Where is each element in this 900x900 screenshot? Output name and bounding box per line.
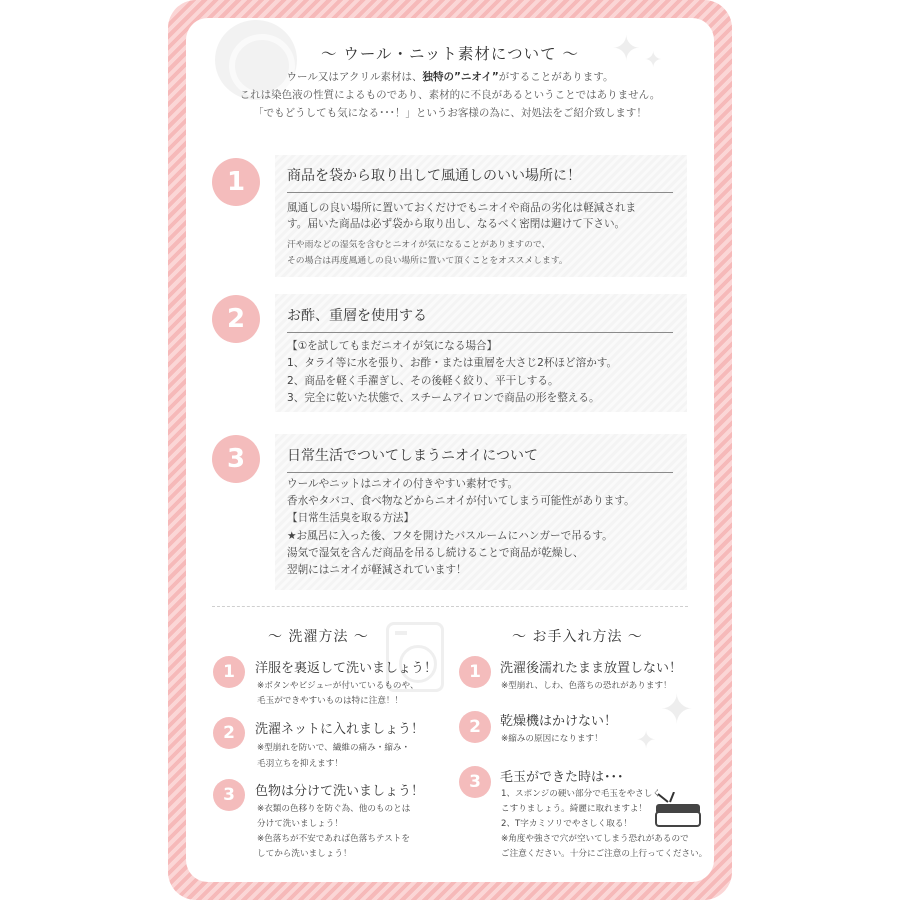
step-title-3: 日常生活でついてしまうニオイについて [287, 445, 673, 473]
sparkle-icon: ✦ [644, 48, 663, 73]
care-tip-note: 1、スポンジの硬い部分で毛玉をやさしく [501, 789, 661, 799]
intro-emphasis: 独特の”ニオイ” [422, 71, 499, 83]
washing-number-2: 2 [213, 717, 245, 749]
intro-line-1: ウール又はアクリル素材は、独特の”ニオイ”がすることがあります。 [286, 71, 614, 83]
step-text: ★お風呂に入った後、フタを開けたバスルームにハンガーで吊るす。 [287, 530, 613, 542]
washing-tip-note: ※色落ちが不安であれば色落ちテストを [257, 834, 410, 844]
washing-tip-title-3: 色物は分けて洗いましょう！ [255, 784, 425, 799]
section-divider [212, 606, 688, 607]
sponge-icon [650, 792, 706, 832]
step-text: 風通しの良い場所に置いておくだけでもニオイや商品の劣化は軽減されま [287, 202, 637, 214]
washing-tip-note: 分けて洗いましょう！ [257, 819, 343, 829]
sparkle-icon: ✦ [612, 29, 641, 69]
care-number-3: 3 [459, 766, 491, 798]
washing-tip-note: ※型崩れを防いで、繊維の痛み・縮み・ [257, 743, 411, 753]
step-text: 翌朝にはニオイが軽減されています！ [287, 564, 467, 576]
step-title-1: 商品を袋から取り出して風通しのいい場所に！ [287, 165, 673, 193]
care-tip-note: ※縮みの原因になります！ [501, 734, 603, 744]
intro-line-3: 「でもどうしても気になる･･･！」というお客様の為に、対処法をご紹介致します！ [253, 107, 647, 119]
care-tip-title-2: 乾燥機はかけない！ [500, 714, 618, 729]
step-text: ウールやニットはニオイの付きやすい素材です。 [287, 478, 519, 490]
washing-number-1: 1 [213, 656, 245, 688]
step-text: 【①を試してもまだニオイが気になる場合】 [287, 340, 498, 352]
care-number-2: 2 [459, 711, 491, 743]
step-text: 【日常生活臭を取る方法】 [287, 512, 415, 524]
care-section-title: 〜 お手入れ方法 〜 [512, 629, 643, 645]
sparkle-icon: ✦ [636, 726, 657, 754]
washing-tip-note: ※ボタンやビジューが付いているものや、 [257, 681, 419, 691]
step-box-3 [275, 434, 687, 590]
step-box-1 [275, 155, 687, 277]
step-small-text: 汗や雨などの湿気を含むとニオイが気になることがありますので、 [287, 240, 551, 250]
washing-tip-note: してから洗いましょう！ [257, 849, 352, 859]
step-text: 1、タライ等に水を張り、お酢・または重層を大さじ2杯ほど溶かす。 [287, 357, 618, 369]
washing-section-title: 〜 洗濯方法 〜 [268, 629, 369, 645]
intro-title: 〜 ウール・ニット素材について 〜 [320, 45, 580, 63]
step-title-2: お酢、重層を使用する [287, 305, 673, 333]
washing-tip-note: 毛玉ができやすいものは特に注意！！ [257, 696, 404, 706]
intro-line-2: これは染色液の性質によるものであり、素材的に不良があるということではありません。 [239, 89, 661, 101]
washing-tip-note: ※衣類の色移りを防ぐ為、他のものとは [257, 804, 411, 814]
care-tip-note: こすりましょう。綺麗に取れますよ！ [501, 804, 648, 814]
step-text: 香水やタバコ、食べ物などからニオイが付いてしまう可能性があります。 [287, 495, 635, 507]
care-tip-note: 2、T字カミソリでやさしく取る！ [501, 819, 633, 829]
care-number-1: 1 [459, 656, 491, 688]
care-tip-title-1: 洗濯後濡れたまま放置しない！ [500, 661, 683, 676]
step-text: す。届いた商品は必ず袋から取り出し、なるべく密閉は避けて下さい。 [287, 218, 626, 230]
care-tip-note: ご注意ください。十分にご注意の上行ってください。 [501, 849, 708, 859]
washing-tip-title-2: 洗濯ネットに入れましょう！ [255, 722, 425, 737]
step-box-2 [275, 294, 687, 412]
step-text: 3、完全に乾いた状態で、スチームアイロンで商品の形を整える。 [287, 392, 600, 404]
washing-number-3: 3 [213, 779, 245, 811]
washing-tip-note: 毛羽立ちを抑えます！ [257, 759, 343, 769]
step-text: 湯気で湿気を含んだ商品を吊るし続けることで商品が乾燥し、 [287, 547, 584, 559]
care-tip-note: ※型崩れ、しわ、色落ちの恐れがあります！ [501, 681, 672, 691]
step-number-1: 1 [212, 158, 260, 206]
step-number-2: 2 [212, 295, 260, 343]
care-tip-note: ※角度や強さで穴が空いてしまう恐れがあるので [501, 834, 689, 844]
care-tip-title-3: 毛玉ができた時は･･･ [500, 770, 624, 785]
washing-tip-title-1: 洋服を裏返して洗いましょう！ [255, 661, 438, 676]
step-small-text: その場合は再度風通しの良い場所に置いて頂くことをオススメします。 [287, 256, 568, 266]
sparkle-icon: ✦ [660, 687, 694, 733]
step-number-3: 3 [212, 435, 260, 483]
step-text: 2、商品を軽く手濯ぎし、その後軽く絞り、平干しする。 [287, 375, 559, 387]
